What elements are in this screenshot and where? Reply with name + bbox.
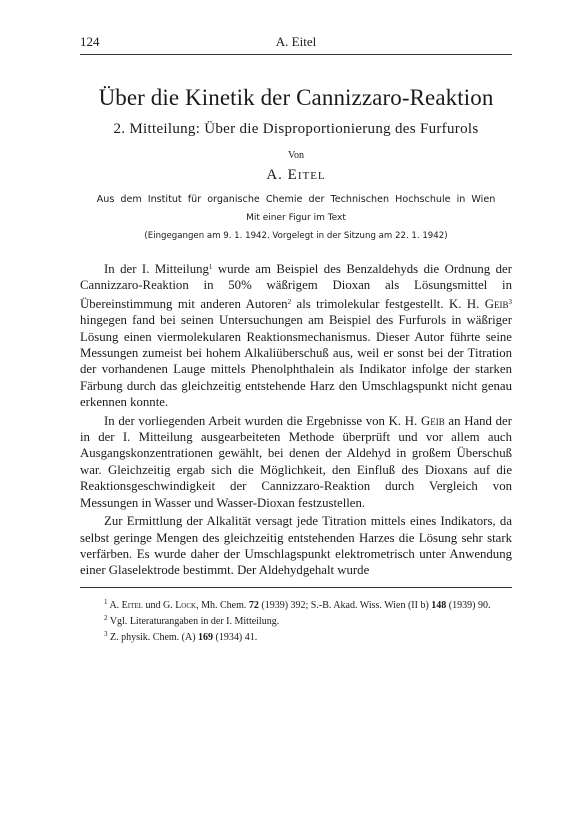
page xyxy=(80,34,512,644)
article-subtitle: 2. Mitteilung: Über die Disproportionierung des Furfurols xyxy=(113,121,479,137)
cited-author: Geib xyxy=(420,413,445,428)
footnote-rule xyxy=(80,587,512,588)
article-title: Über die Kinetik der Cannizzaro-Reaktion xyxy=(98,85,494,110)
institute: Aus dem Institut für organische Chemie der Technischen Hochschule in Wien xyxy=(96,194,496,205)
footnote-ref-2: 2 xyxy=(287,297,292,306)
footnote-ref-3: 3 xyxy=(508,297,513,306)
footnote-2: $^2$ Vgl. Literaturangaben in der I. Mitteilung. xyxy=(104,613,280,627)
paragraph-2: In der vorliegenden Arbeit wurden die Ergebnisse von K. H. Geib an Hand der in der I. Mitteilung ausgearbeiteten Methode überprüft und vor allem auch Ausgangskonzentrationen gewählt, bei denen der Aldehyd in großem Überschuß war. Gleichzeitig ergab sich die Möglichkeit, den Einfluß des Dioxans auf die Reaktionsgeschwindigkeit der Cannizzaro-Reaktion durch Vergleich von Messungen in Wasser und Wasser-Dioxan festzustellen. xyxy=(80,413,513,510)
running-title: A. Eitel xyxy=(275,34,317,49)
received-date: (Eingegangen am 9. 1. 1942. Vorgelegt in der Sitzung am 22. 1. 1942) xyxy=(144,231,448,241)
article-body xyxy=(80,259,512,579)
page-number: 124 xyxy=(80,34,100,49)
footnotes xyxy=(80,596,512,644)
footnote-1: $^1$ A. Eitel und G. Lock, Mh. Chem. 72 (1939) 392; S.-B. Akad. Wiss. Wien (II b) 148 (1939) 90. xyxy=(104,597,491,611)
paragraph-1: In der I. Mitteilung$^1$ wurde am Beispiel des Benzaldehyds die Ordnung der Cannizzaro-Reaktion in 50% wäßrigem Dioxan als Lösungsmittel in Übereinstimmung mit anderen Autoren$^2$ als trimolekular festgestellt. K. H. Geib$^3$ hingegen fand bei seinen Untersuchungen am Beispiel des Furfurols in wäßriger Lösung einen viermolekularen Reaktionsmechanismus. Dieser Autor führte seine Messungen zumeist bei hohem Alkaliüberschuß aus, weil er sonst bei der Titration der vorhandenen Lauge mittels Phenolphthalein als Indikator infolge der starken Färbung durch das gleichzeitig entstehende Harz den Umschlagspunkt nicht genau erkennen konnte. xyxy=(80,262,513,410)
author-name: Eitel xyxy=(287,167,326,183)
author xyxy=(80,167,512,184)
by-line: Von xyxy=(288,150,304,161)
running-head xyxy=(80,34,512,52)
paragraph-3: Zur Ermittlung der Alkalität versagt jede Titration mittels eines Indikators, da selbst geringe Mengen des gleichzeitig entstehenden Harzes die Lösung sehr stark verfärben. Es wurde daher der Umschlagspunkt elektrometrisch unter Anwendung einer Glaselektrode bestimmt. Der Aldehydgehalt wurde xyxy=(80,514,512,578)
header-rule xyxy=(80,54,512,55)
footnote-3: $^3$ Z. physik. Chem. (A) 169 (1934) 41. xyxy=(104,629,258,643)
figure-note: Mit einer Figur im Text xyxy=(246,213,346,223)
author-initial: A. xyxy=(266,167,288,183)
footnote-ref-1: 1 xyxy=(208,263,213,271)
cited-author: Geib xyxy=(484,296,509,311)
